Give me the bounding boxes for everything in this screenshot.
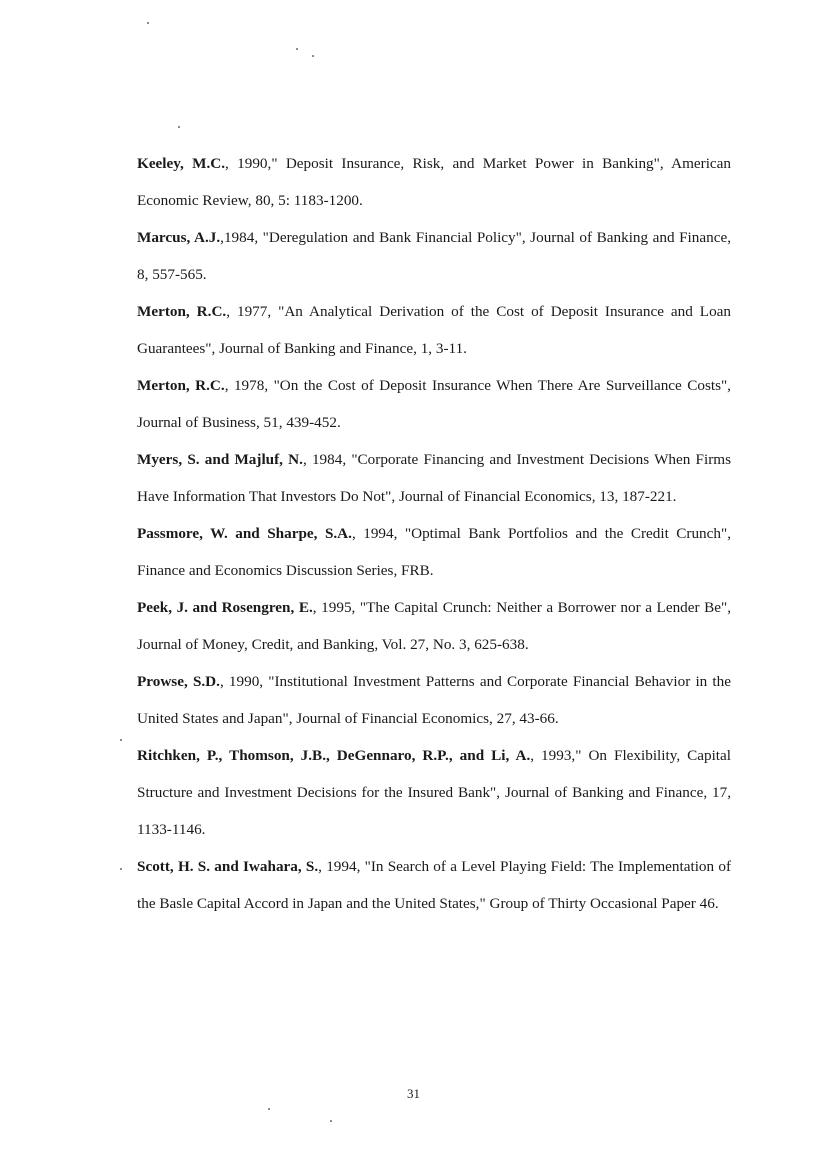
scan-speck [268,1108,270,1110]
reference-authors: Scott, H. S. and Iwahara, S. [137,858,319,875]
reference-entry [137,367,731,441]
reference-authors: Peek, J. and Rosengren, E. [137,599,313,616]
reference-details: , 1984, "Corporate Financing and Investment Decisions When Firms Have Information That Investors Do Not", Journal of Financial Economics, 13, 187-221. [137,451,731,505]
page-number: 31 [407,1086,420,1101]
reference-authors: Merton, R.C. [137,377,225,394]
reference-details: ,1984, "Deregulation and Bank Financial Policy", Journal of Banking and Finance, 8, 557-565. [137,229,731,283]
reference-details: , 1995, "The Capital Crunch: Neither a Borrower nor a Lender Be", Journal of Money, Credit, and Banking, Vol. 27, No. 3, 625-638. [137,599,731,653]
reference-details: , 1978, "On the Cost of Deposit Insurance When There Are Surveillance Costs", Journal of Business, 51, 439-452. [137,377,731,431]
reference-authors: Keeley, M.C. [137,155,226,172]
scan-speck [178,126,180,128]
scan-speck [147,22,149,24]
reference-entry [137,441,731,515]
reference-authors: Merton, R.C. [137,303,227,320]
scan-speck [312,55,314,57]
reference-entry [137,515,731,589]
reference-entry [137,219,731,293]
reference-entry [137,589,731,663]
reference-authors: Prowse, S.D. [137,673,220,690]
reference-details: , 1994, "Optimal Bank Portfolios and the Credit Crunch", Finance and Economics Discussion Series, FRB. [137,525,731,579]
reference-entry [137,293,731,367]
reference-authors: Passmore, W. and Sharpe, S.A. [137,525,352,542]
scan-speck [120,739,122,741]
scan-speck [296,48,298,50]
reference-details: , 1990, "Institutional Investment Patterns and Corporate Financial Behavior in the United States and Japan", Journal of Financial Economics, 27, 43-66. [137,673,731,727]
scan-speck [120,868,122,870]
reference-entry [137,145,731,219]
reference-authors: Myers, S. and Majluf, N. [137,451,303,468]
reference-authors: Ritchken, P., Thomson, J.B., DeGennaro, R.P., and Li, A. [137,747,531,764]
reference-entry [137,848,731,922]
reference-details: , 1993," On Flexibility, Capital Structure and Investment Decisions for the Insured Bank", Journal of Banking and Finance, 17, 1133-1146. [137,747,731,838]
scan-speck [330,1120,332,1122]
reference-entry [137,663,731,737]
reference-details: , 1994, "In Search of a Level Playing Field: The Implementation of the Basle Capital Accord in Japan and the United States," Group of Thirty Occasional Paper 46. [137,858,732,912]
reference-details: , 1990," Deposit Insurance, Risk, and Market Power in Banking", American Economic Review, 80, 5: 1183-1200. [137,155,731,209]
reference-list [137,145,731,922]
reference-authors: Marcus, A.J. [137,229,221,246]
reference-details: , 1977, "An Analytical Derivation of the Cost of Deposit Insurance and Loan Guarantees", Journal of Banking and Finance, 1, 3-11. [137,303,732,357]
reference-entry [137,737,731,848]
